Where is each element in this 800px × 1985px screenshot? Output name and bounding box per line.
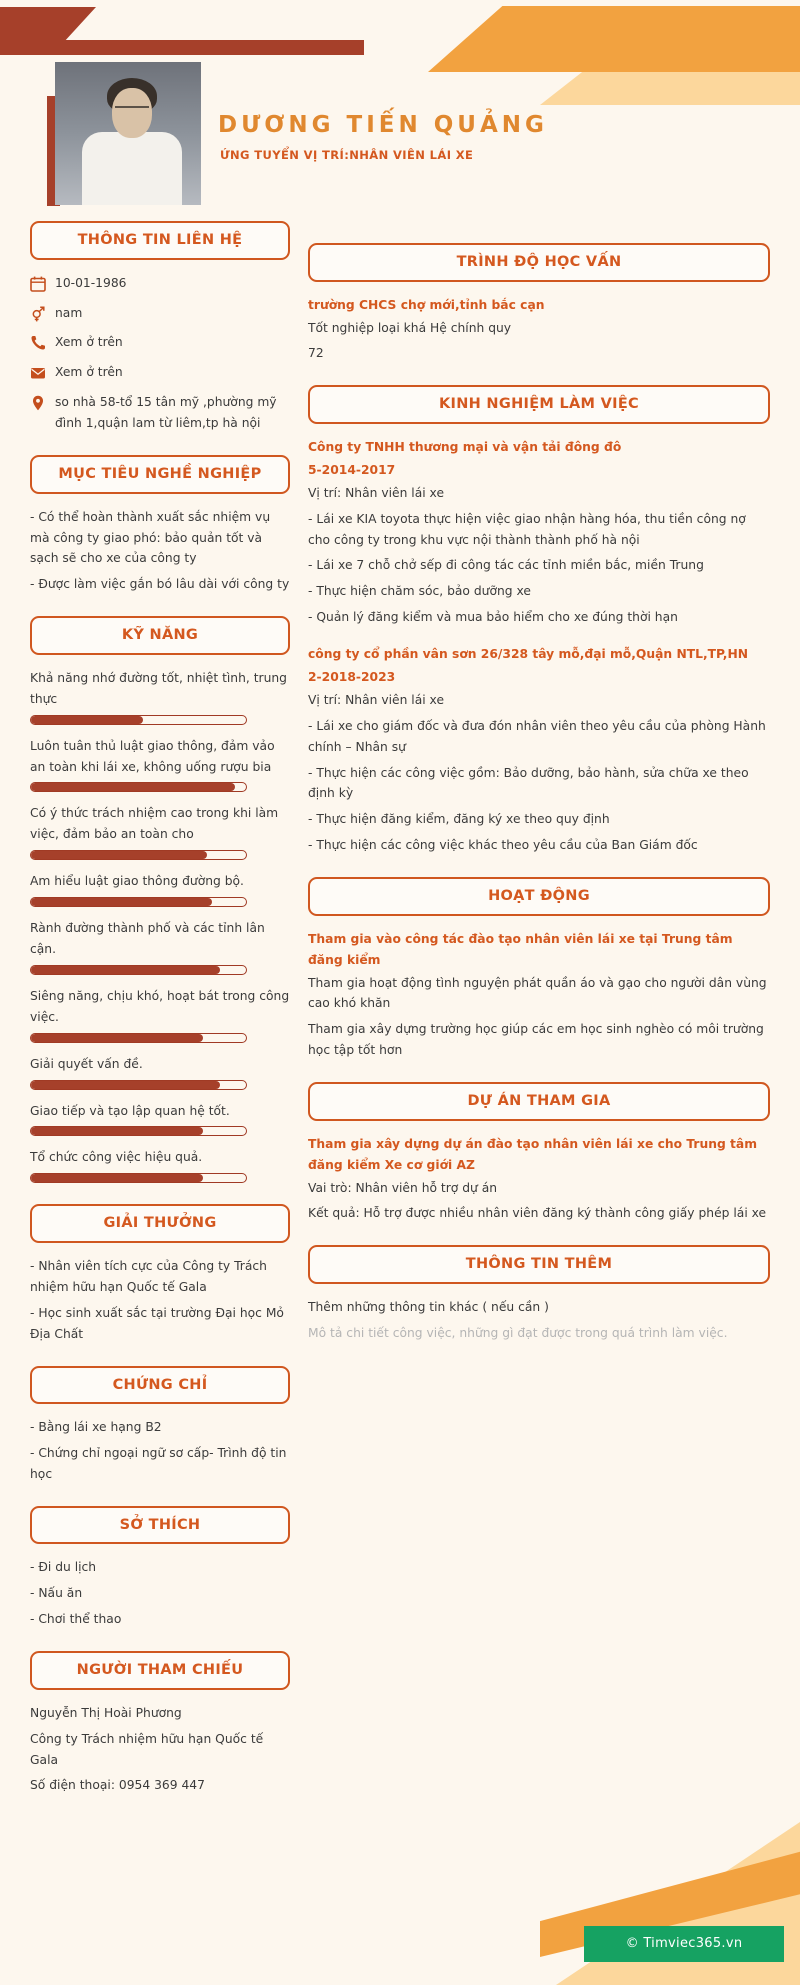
job-bullet: - Thực hiện các công việc khác theo yêu cầu của Ban Giám đốc — [308, 838, 698, 853]
experience-job — [308, 437, 770, 628]
experience-title: KINH NGHIỆM LÀM VIỆC — [308, 385, 770, 424]
candidate-name: DƯƠNG TIẾN QUẢNG — [218, 112, 548, 138]
job-bullet: - Thực hiện các công việc gồm: Bảo dưỡng, bảo hành, sửa chữa xe theo định kỳ — [308, 765, 749, 801]
job-bullet: - Quản lý đăng kiểm và mua bảo hiểm cho xe đúng thời hạn — [308, 610, 678, 625]
section-experience — [308, 385, 770, 856]
job-company: Công ty TNHH thương mại và vận tải đông đô — [308, 439, 622, 454]
skill-bar — [30, 1173, 247, 1183]
hobby-line: - Chơi thể thao — [30, 1612, 122, 1627]
photo-shirt — [82, 132, 182, 205]
gender-icon — [30, 306, 46, 322]
section-references — [30, 1651, 290, 1796]
awards-title: GIẢI THƯỞNG — [30, 1204, 290, 1243]
skill-label: Giao tiếp và tạo lập quan hệ tốt. — [30, 1103, 230, 1118]
section-additional-info — [308, 1245, 770, 1343]
skill-fill — [31, 851, 207, 859]
skill-label: Giải quyết vấn đề. — [30, 1056, 143, 1071]
section-activities — [308, 877, 770, 1061]
skill-label: Khả năng nhớ đường tốt, nhiệt tình, trung thực — [30, 670, 287, 706]
certificate-line: - Bằng lái xe hạng B2 — [30, 1420, 162, 1435]
reference-line: Công ty Trách nhiệm hữu hạn Quốc tế Gala — [30, 1731, 264, 1767]
photo-glasses — [115, 106, 149, 115]
hobbies-title: SỞ THÍCH — [30, 1506, 290, 1545]
section-awards — [30, 1204, 290, 1344]
section-hobbies — [30, 1506, 290, 1630]
right-column — [308, 243, 770, 1365]
skill-fill — [31, 1034, 203, 1042]
projects-title: DỰ ÁN THAM GIA — [308, 1082, 770, 1121]
phone-icon — [30, 335, 46, 351]
contact-gender-value: nam — [55, 305, 83, 320]
contact-title: THÔNG TIN LIÊN HỆ — [30, 221, 290, 260]
activities-title: HOẠT ĐỘNG — [308, 877, 770, 916]
job-bullet: - Lái xe 7 chỗ chở sếp đi công tác các tỉnh miền bắc, miền Trung — [308, 558, 704, 573]
contact-item-address — [30, 392, 290, 434]
activities-highlight: Tham gia vào công tác đào tạo nhân viên lái xe tại Trung tâm đăng kiểm — [308, 931, 733, 967]
job-bullet: - Thực hiện chăm sóc, bảo dưỡng xe — [308, 584, 531, 599]
skill-item — [30, 803, 290, 860]
education-degree: Tốt nghiệp loại khá Hệ chính quy — [308, 320, 512, 335]
project-line: Kết quả: Hỗ trợ được nhiều nhân viên đăng ký thành công giấy phép lái xe — [308, 1206, 767, 1221]
left-column — [30, 221, 290, 1817]
skill-bar — [30, 897, 247, 907]
references-title: NGƯỜI THAM CHIẾU — [30, 1651, 290, 1690]
additional-info-line: Thêm những thông tin khác ( nếu cần ) — [308, 1299, 549, 1314]
skill-bar — [30, 715, 247, 725]
applied-position: ỨNG TUYỂN VỊ TRÍ:NHÂN VIÊN LÁI XE — [220, 148, 474, 162]
job-position: Vị trí: Nhân viên lái xe — [308, 485, 445, 500]
skill-fill — [31, 1081, 220, 1089]
project-highlight: Tham gia xây dựng dự án đào tạo nhân viên lái xe cho Trung tâm đăng kiểm Xe cơ giới AZ — [308, 1136, 758, 1172]
activity-line: Tham gia hoạt động tình nguyện phát quần áo và gạo cho người dân vùng cao khó khăn — [308, 975, 767, 1011]
skill-label: Luôn tuân thủ luật giao thông, đảm vảo an toàn khi lái xe, không uống rượu bia — [30, 738, 275, 774]
skill-label: Am hiểu luật giao thông đường bộ. — [30, 874, 244, 889]
education-title: TRÌNH ĐỘ HỌC VẤN — [308, 243, 770, 282]
additional-info-title: THÔNG TIN THÊM — [308, 1245, 770, 1284]
section-certificates — [30, 1366, 290, 1485]
skill-fill — [31, 898, 212, 906]
top-left-bar-shape — [0, 40, 364, 55]
contact-item-email — [30, 362, 290, 383]
skill-bar — [30, 850, 247, 860]
section-projects — [308, 1082, 770, 1224]
skill-item — [30, 668, 290, 725]
skill-fill — [31, 966, 220, 974]
skill-item — [30, 871, 290, 907]
award-line: - Nhân viên tích cực của Công ty Trách nhiệm hữu hạn Quốc tế Gala — [30, 1258, 267, 1294]
skill-fill — [31, 1174, 203, 1182]
skill-bar — [30, 965, 247, 975]
award-line: - Học sinh xuất sắc tại trường Đại học Mỏ Địa Chất — [30, 1305, 284, 1341]
education-gpa: 72 — [308, 346, 324, 361]
objective-line: - Được làm việc gắn bó lâu dài với công ty — [30, 577, 290, 592]
contact-phone-value: Xem ở trên — [55, 335, 123, 350]
contact-item-birthday — [30, 273, 290, 294]
contact-address-value: so nhà 58-tổ 15 tân mỹ ,phường mỹ đình 1,quận lam từ liêm,tp hà nội — [55, 395, 277, 431]
profile-photo — [55, 62, 201, 205]
job-bullet: - Thực hiện đăng kiểm, đăng ký xe theo quy định — [308, 812, 610, 827]
skill-item — [30, 918, 290, 975]
skill-item — [30, 736, 290, 793]
certificate-line: - Chứng chỉ ngoại ngữ sơ cấp- Trình độ tin học — [30, 1446, 287, 1481]
project-line: Vai trò: Nhân viên hỗ trợ dự án — [308, 1180, 498, 1195]
contact-email-value: Xem ở trên — [55, 365, 123, 380]
job-bullet: - Lái xe KIA toyota thực hiện việc giao nhận hàng hóa, thu tiền công nợ cho công ty trong khu vực nội thành thành phố hà nội — [308, 511, 746, 547]
job-period: 2-2018-2023 — [308, 669, 396, 684]
skill-label: Rành đường thành phố và các tỉnh lân cận. — [30, 921, 265, 956]
reference-line: Số điện thoại: 0954 369 447 — [30, 1778, 205, 1793]
education-school: trường CHCS chợ mới,tỉnh bắc cạn — [308, 297, 545, 312]
contact-birthday-value: 10-01-1986 — [55, 275, 127, 290]
section-objective — [30, 455, 290, 595]
envelope-icon — [30, 365, 46, 381]
skill-bar — [30, 1033, 247, 1043]
calendar-icon — [30, 276, 46, 292]
top-right-orange-shape — [428, 6, 800, 72]
skill-item — [30, 1147, 290, 1183]
skill-label: Có ý thức trách nhiệm cao trong khi làm việc, đảm bảo an toàn cho — [30, 806, 279, 842]
experience-job — [308, 644, 770, 856]
skill-bar — [30, 782, 247, 792]
skill-fill — [31, 716, 143, 724]
skill-label: Tổ chức công việc hiệu quả. — [30, 1150, 203, 1165]
contact-item-phone — [30, 332, 290, 353]
activity-line: Tham gia xây dựng trường học giúp các em học sinh nghèo có môi trường học tập tốt hơn — [308, 1022, 764, 1058]
copyright-badge[interactable]: © Timviec365.vn — [584, 1926, 784, 1962]
skill-item — [30, 986, 290, 1043]
skill-bar — [30, 1126, 247, 1136]
additional-info-placeholder: Mô tả chi tiết công việc, những gì đạt được trong quá trình làm việc. — [308, 1325, 728, 1340]
job-company: công ty cổ phần vân sơn 26/328 tây mỗ,đại mỗ,Quận NTL,TP,HN — [308, 647, 749, 662]
contact-item-gender — [30, 303, 290, 324]
skill-item — [30, 1054, 290, 1090]
certificates-title: CHỨNG CHỈ — [30, 1366, 290, 1405]
section-contact — [30, 221, 290, 434]
hobby-line: - Đi du lịch — [30, 1560, 97, 1575]
section-skills — [30, 616, 290, 1183]
skill-label: Siêng năng, chịu khó, hoạt bát trong công việc. — [30, 988, 290, 1024]
job-period: 5-2014-2017 — [308, 462, 396, 477]
skill-fill — [31, 783, 235, 791]
skill-fill — [31, 1127, 203, 1135]
job-bullet: - Lái xe cho giám đốc và đưa đón nhân viên theo yêu cầu của phòng Hành chính – Nhân sự — [308, 718, 766, 754]
reference-line: Nguyễn Thị Hoài Phương — [30, 1705, 182, 1720]
skill-item — [30, 1101, 290, 1137]
location-icon — [30, 395, 46, 411]
job-position: Vị trí: Nhân viên lái xe — [308, 692, 445, 707]
skills-title: KỸ NĂNG — [30, 616, 290, 655]
section-education — [308, 243, 770, 364]
hobby-line: - Nấu ăn — [30, 1586, 83, 1601]
skill-bar — [30, 1080, 247, 1090]
objective-line: - Có thể hoàn thành xuất sắc nhiệm vụ mà công ty giao phó: bảo quản tốt và sạch sẽ cho xe của công ty — [30, 509, 271, 566]
objective-title: MỤC TIÊU NGHỀ NGHIỆP — [30, 455, 290, 494]
